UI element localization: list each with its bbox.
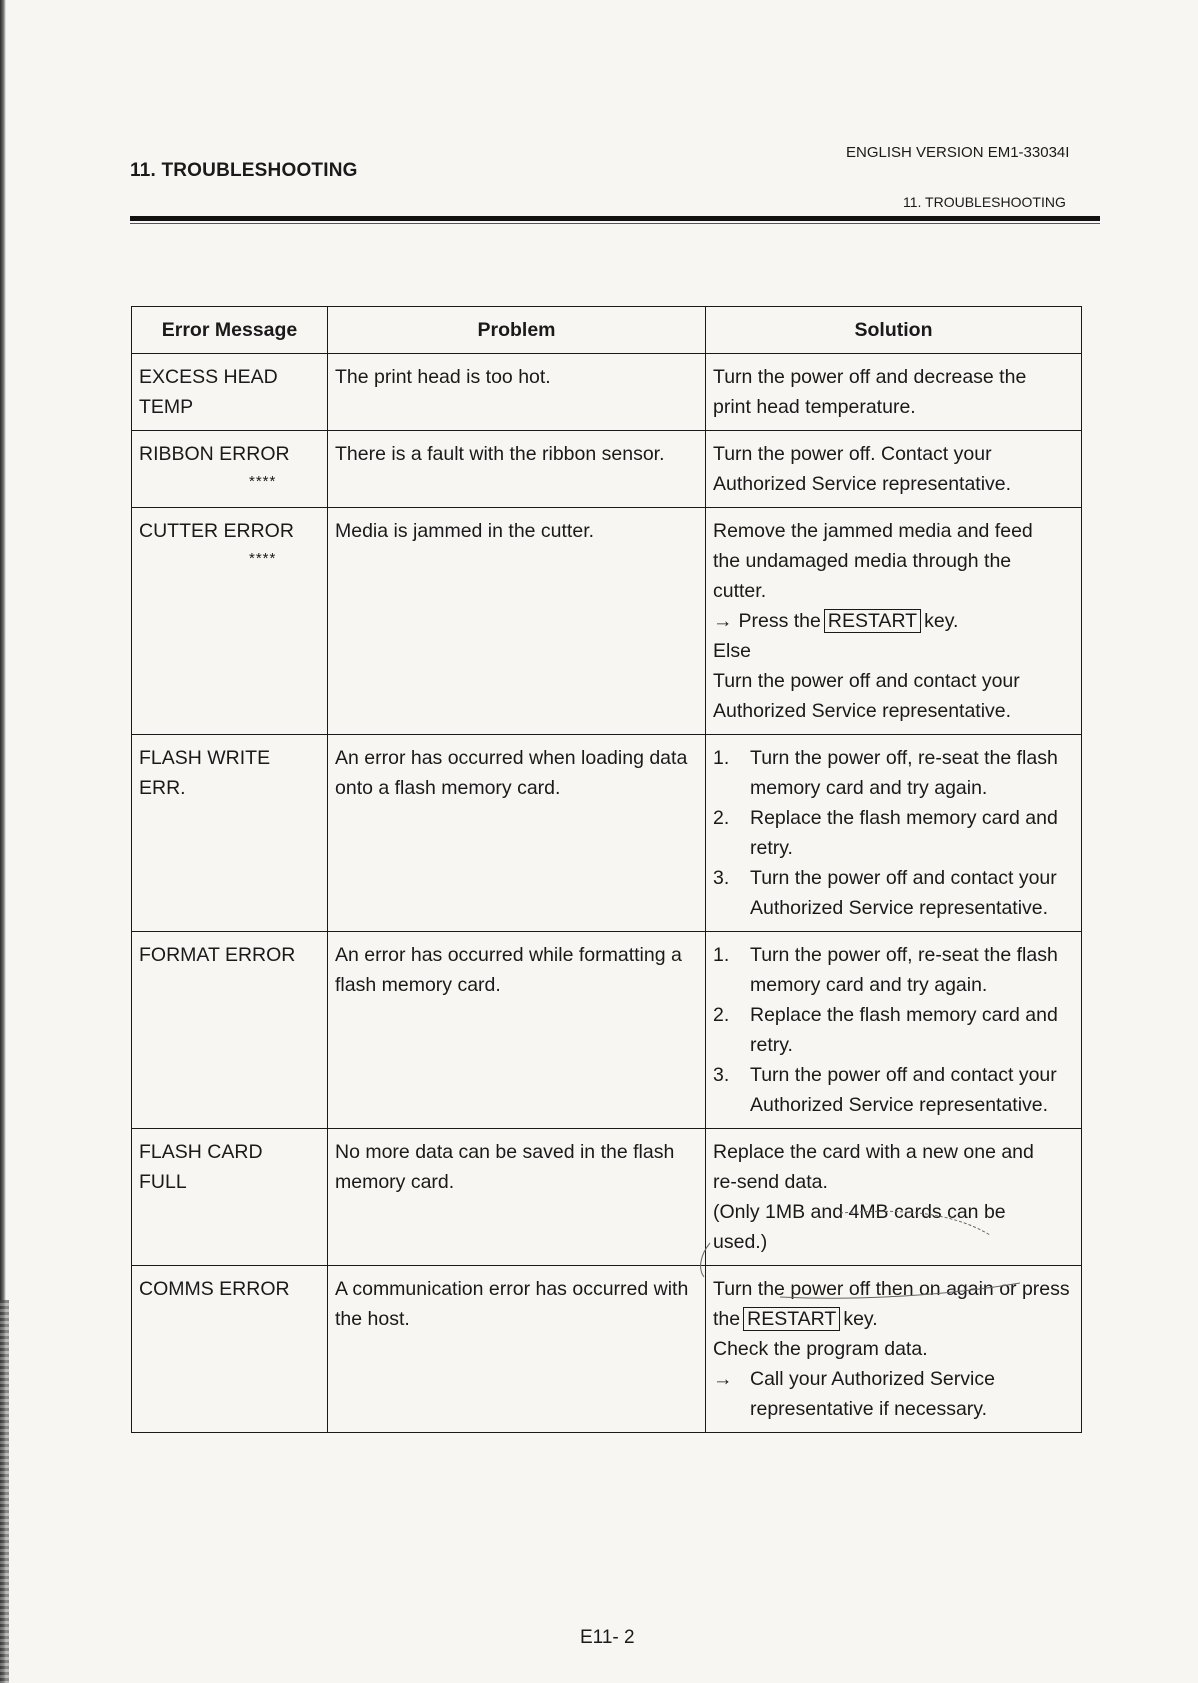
table-row	[132, 1129, 1082, 1266]
troubleshooting-table	[131, 306, 1082, 1433]
column-header-solution: Solution	[706, 307, 1082, 354]
problem-cell: There is a fault with the ribbon sensor.	[328, 431, 706, 508]
solution-cell	[706, 431, 1082, 508]
step-number: 2.	[713, 1004, 730, 1026]
table-row	[132, 932, 1082, 1129]
error-code-placeholder: ****	[249, 473, 277, 490]
error-cell	[132, 354, 328, 431]
solution-line: the undamaged media through the	[713, 550, 1012, 572]
error-message: EXCESS HEAD	[139, 366, 278, 388]
solution-arrow-step	[713, 1364, 1074, 1424]
error-message: FULL	[139, 1171, 187, 1193]
problem-cell: Media is jammed in the cutter.	[328, 508, 706, 735]
press-prefix: Turn the power off then on again or press the	[713, 1278, 1070, 1330]
scan-edge-noise	[0, 1300, 9, 1683]
solution-cell	[706, 1266, 1082, 1433]
step-number: 3.	[713, 867, 730, 889]
error-message: FORMAT ERROR	[139, 944, 296, 966]
column-header-error: Error Message	[132, 307, 328, 354]
press-suffix: key.	[924, 610, 959, 632]
press-suffix: key.	[843, 1308, 878, 1330]
error-cell	[132, 735, 328, 932]
step-text: Turn the power off and contact your Authorized Service representative.	[750, 1064, 1057, 1116]
solution-cell	[706, 508, 1082, 735]
press-restart-line	[713, 1274, 1074, 1334]
error-cell	[132, 431, 328, 508]
solution-cell	[706, 735, 1082, 932]
solution-line: Turn the power off and decrease the	[713, 366, 1027, 388]
step-text: Turn the power off and contact your Authorized Service representative.	[750, 867, 1057, 919]
solution-step	[713, 940, 1074, 1000]
step-number: 1.	[713, 944, 730, 966]
column-header-problem: Problem	[328, 307, 706, 354]
solution-line: Replace the card with a new one and	[713, 1141, 1034, 1163]
problem-cell: The print head is too hot.	[328, 354, 706, 431]
table-row	[132, 431, 1082, 508]
step-text: Replace the flash memory card and retry.	[750, 1004, 1058, 1056]
running-header: 11. TROUBLESHOOTING	[903, 194, 1066, 210]
solution-line: Authorized Service representative.	[713, 473, 1012, 495]
error-code-placeholder: ****	[249, 550, 277, 567]
page-number: E11- 2	[580, 1627, 635, 1648]
solution-line: Check the program data.	[713, 1338, 928, 1360]
step-number: 2.	[713, 807, 730, 829]
solution-note: used.)	[713, 1231, 768, 1253]
error-cell	[132, 932, 328, 1129]
solution-line: print head temperature.	[713, 396, 916, 418]
press-restart-line	[713, 606, 1074, 636]
error-cell	[132, 1129, 328, 1266]
error-message: FLASH CARD	[139, 1141, 263, 1163]
table-row	[132, 1266, 1082, 1433]
solution-cell	[706, 1129, 1082, 1266]
problem-cell: A communication error has occurred with the host.	[328, 1266, 706, 1433]
solution-line: Remove the jammed media and feed	[713, 520, 1033, 542]
error-cell	[132, 508, 328, 735]
table-row	[132, 735, 1082, 932]
table-row	[132, 354, 1082, 431]
section-title: 11. TROUBLESHOOTING	[130, 160, 358, 181]
error-message: TEMP	[139, 396, 194, 418]
version-label: ENGLISH VERSION EM1-33034I	[846, 144, 1070, 161]
solution-cell	[706, 354, 1082, 431]
error-message: FLASH WRITE	[139, 747, 271, 769]
solution-line: re-send data.	[713, 1171, 828, 1193]
table-header-row	[132, 307, 1082, 354]
restart-key-label: RESTART	[743, 1307, 840, 1331]
arrow-right-icon: →	[713, 1368, 733, 1390]
solution-step	[713, 863, 1074, 923]
header-rule-thin	[130, 223, 1100, 224]
solution-line: Turn the power off. Contact your	[713, 443, 992, 465]
solution-cell	[706, 932, 1082, 1129]
solution-line: Authorized Service representative.	[713, 700, 1012, 722]
solution-line: cutter.	[713, 580, 767, 602]
error-cell	[132, 1266, 328, 1433]
error-message: ERR.	[139, 777, 186, 799]
restart-key-label: RESTART	[824, 609, 921, 633]
solution-step	[713, 743, 1074, 803]
problem-cell: An error has occurred when loading data onto a flash memory card.	[328, 735, 706, 932]
problem-cell: An error has occurred while formatting a flash memory card.	[328, 932, 706, 1129]
problem-cell: No more data can be saved in the flash memory card.	[328, 1129, 706, 1266]
arrow-right-icon: →	[713, 610, 733, 632]
table-row	[132, 508, 1082, 735]
else-label: Else	[713, 640, 751, 662]
step-number: 3.	[713, 1064, 730, 1086]
step-text: Replace the flash memory card and retry.	[750, 807, 1058, 859]
step-text: Turn the power off, re-seat the flash memory card and try again.	[750, 944, 1058, 996]
step-text: Turn the power off, re-seat the flash memory card and try again.	[750, 747, 1058, 799]
solution-step	[713, 1000, 1074, 1060]
error-message: RIBBON ERROR	[139, 443, 290, 465]
solution-line: Turn the power off and contact your	[713, 670, 1020, 692]
solution-step	[713, 803, 1074, 863]
solution-step	[713, 1060, 1074, 1120]
step-text: Call your Authorized Service representative if necessary.	[750, 1368, 995, 1420]
solution-note: (Only 1MB and 4MB cards can be	[713, 1201, 1006, 1223]
error-message: CUTTER ERROR	[139, 520, 294, 542]
step-number: 1.	[713, 747, 730, 769]
header-rule	[130, 216, 1100, 221]
error-message: COMMS ERROR	[139, 1278, 290, 1300]
press-prefix: Press the	[738, 610, 821, 632]
